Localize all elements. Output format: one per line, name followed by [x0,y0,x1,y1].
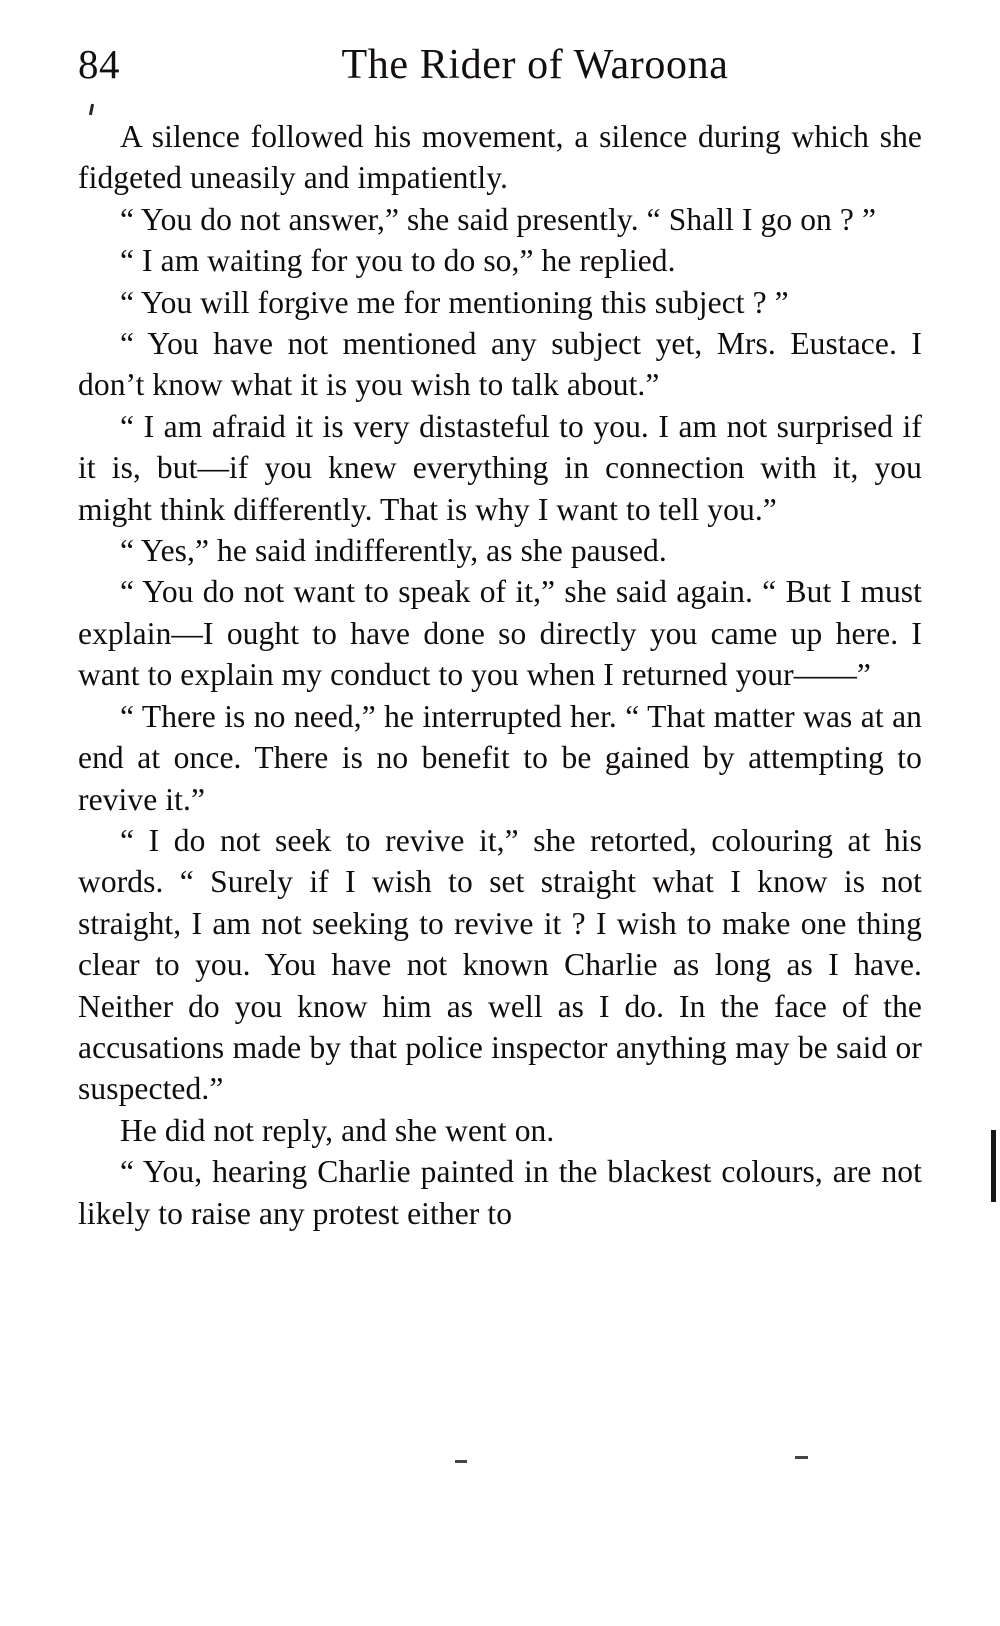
paragraph: A silence followed his movement, a silence during which she fidgeted uneasily and impatiently. [78,119,922,196]
ink-speck [455,1460,467,1463]
paragraph: “ I do not seek to revive it,” she retorted, colouring at his words. “ Surely if I wish to set straight what I know is not straight, I am not seeking to revive it ? I wish to make one thing clear to you. You have not known Charlie as long as I have. Neither do you know him as well as I do. In the face of the accusations made by that police inspector anything may be said or suspected.” [78,822,922,1107]
paragraph: “ There is no need,” he interrupted her. “ That matter was at an end at once. There is no benefit to be gained by attempting to revive it.” [78,698,922,817]
page-number: 84 [78,41,120,87]
paragraph: “ You will forgive me for mentioning this subject ? ” [120,284,789,320]
body-text [78,116,922,1234]
paragraph: “ Yes,” he said indifferently, as she paused. [120,533,667,569]
paragraph: He did not reply, and she went on. [120,1112,555,1148]
running-title: The Rider of Waroona [341,42,729,88]
paragraph: “ You, hearing Charlie painted in the blackest colours, are not likely to raise any protest either to [78,1154,922,1231]
paragraph: “ You do not want to speak of it,” she said again. “ But I must explain—I ought to have done so directly you came up here. I want to explain my conduct to you when I returned your——” [78,574,922,693]
paragraph: “ I am waiting for you to do so,” he replied. [120,243,676,279]
page-header [78,40,922,110]
paragraph: “ You have not mentioned any subject yet, Mrs. Eustace. I don’t know what it is you wish to talk about.” [78,326,922,403]
paragraph: “ You do not answer,” she said presently. “ Shall I go on ? ” [120,201,877,237]
paragraph: “ I am afraid it is very distasteful to you. I am not surprised if it is, but—if you knew everything in connection with it, you might think differently. That is why I want to tell you.” [78,408,922,527]
ink-speck [795,1456,808,1459]
page-edge-mark [991,1130,996,1202]
